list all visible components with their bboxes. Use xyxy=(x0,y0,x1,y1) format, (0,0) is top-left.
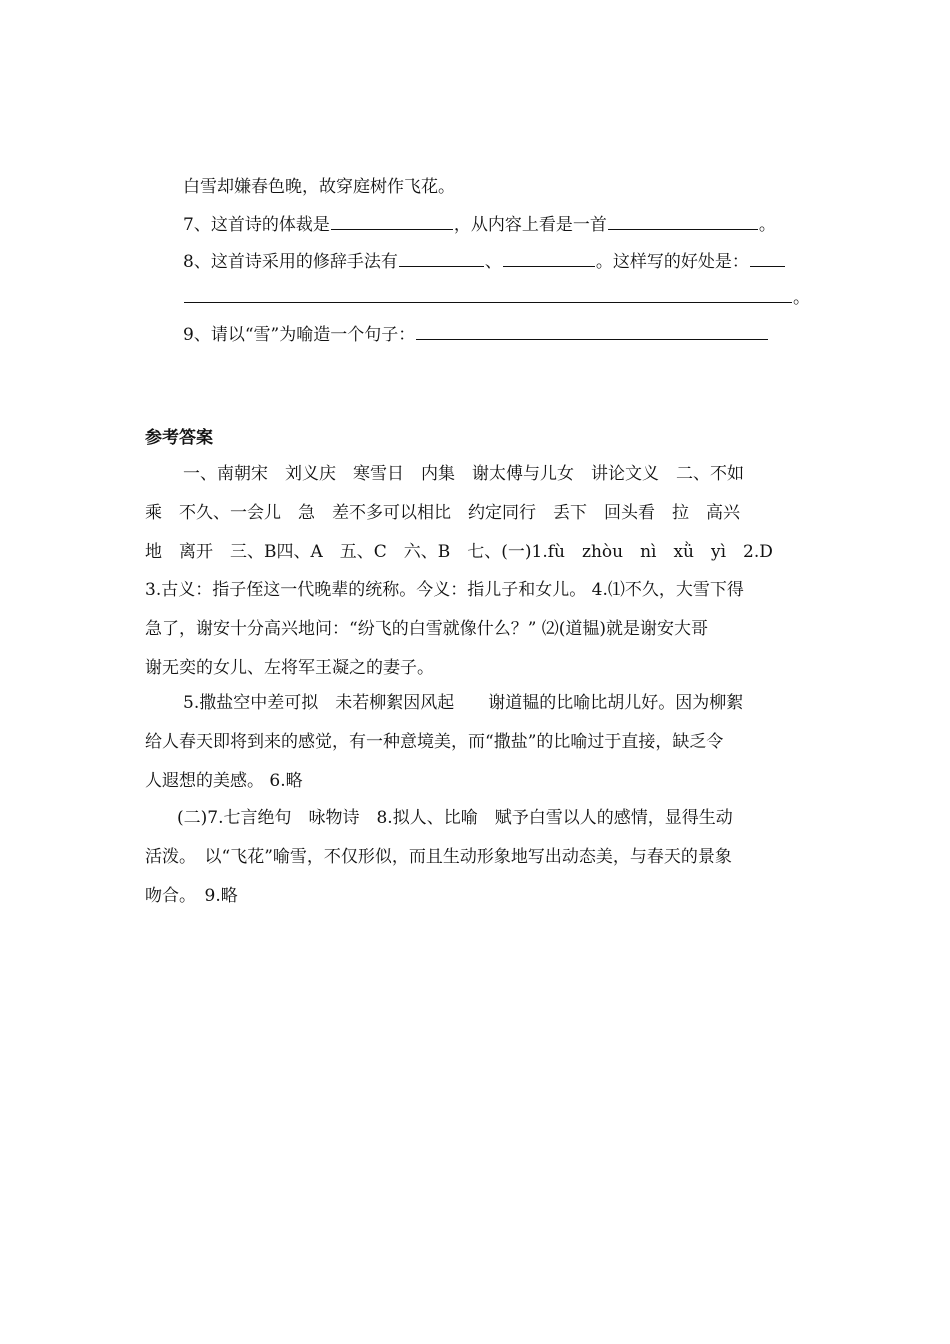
q7-content-blank[interactable] xyxy=(608,212,758,230)
answer-line: 地 离开 三、B四、A 五、C 六、B 七、(一)1.fù zhòu nì xǜ yì 2.D xyxy=(145,542,773,562)
answer-line: 一、南朝宋 刘义庆 寒雪日 内集 谢太傅与儿女 讲论文义 二、不如 xyxy=(183,464,744,484)
answer-line: 急了，谢安十分高兴地问：“纷飞的白雪就像什么？” ⑵(道韫)就是谢安大哥 xyxy=(145,619,709,639)
q8-benefit-blank-start[interactable] xyxy=(750,249,785,267)
q9-prompt: 9、请以“雪”为喻造一个句子： xyxy=(183,325,416,345)
answer-line: (二)7.七言绝句 咏物诗 8.拟人、比喻 赋予白雪以人的感情，显得生动 xyxy=(177,808,733,828)
question-7 xyxy=(183,212,776,237)
q7-prompt: 7、这首诗的体裁是 xyxy=(183,215,330,235)
answer-line: 乘 不久、一会儿 急 差不多可以相比 约定同行 丢下 回头看 拉 高兴 xyxy=(145,503,740,523)
answer-line: 3.古义：指子侄这一代晚辈的统称。今义：指儿子和女儿。 4.⑴不久，大雪下得 xyxy=(145,580,744,600)
q8-benefit-blank[interactable] xyxy=(184,285,792,303)
answer-line: 人遐想的美感。 6.略 xyxy=(145,771,303,791)
poem-line xyxy=(183,175,455,199)
q8-end: 。 xyxy=(793,288,810,308)
answer-line: 谢无奕的女儿、左将军王凝之的妻子。 xyxy=(145,658,434,678)
answer-line: 5.撒盐空中差可拟 未若柳絮因风起 谢道韫的比喻比胡儿好。因为柳絮 xyxy=(183,693,744,713)
q7-genre-blank[interactable] xyxy=(331,212,453,230)
question-8 xyxy=(183,249,786,274)
q7-end: 。 xyxy=(758,215,776,235)
question-9 xyxy=(183,322,769,347)
question-8-continued xyxy=(183,285,810,310)
q8-prompt: 8、这首诗采用的修辞手法有 xyxy=(183,252,398,272)
q9-sentence-blank[interactable] xyxy=(416,322,768,340)
q7-prompt-2: ，从内容上看是一首 xyxy=(453,215,607,235)
q8-device-blank-1[interactable] xyxy=(399,249,484,267)
q8-prompt-2: 。这样写的好处是： xyxy=(595,252,749,272)
q8-separator: 、 xyxy=(484,252,502,272)
q8-device-blank-2[interactable] xyxy=(503,249,595,267)
poem-text: 白雪却嫌春色晚，故穿庭树作飞花。 xyxy=(183,177,455,197)
answer-line: 活泼。 以“飞花”喻雪，不仅形似，而且生动形象地写出动态美，与春天的景象 xyxy=(145,847,732,867)
answers-heading: 参考答案 xyxy=(145,428,213,448)
answer-line: 吻合。 9.略 xyxy=(145,886,238,906)
answer-line: 给人春天即将到来的感觉，有一种意境美，而“撒盐”的比喻过于直接，缺乏令 xyxy=(145,732,724,752)
